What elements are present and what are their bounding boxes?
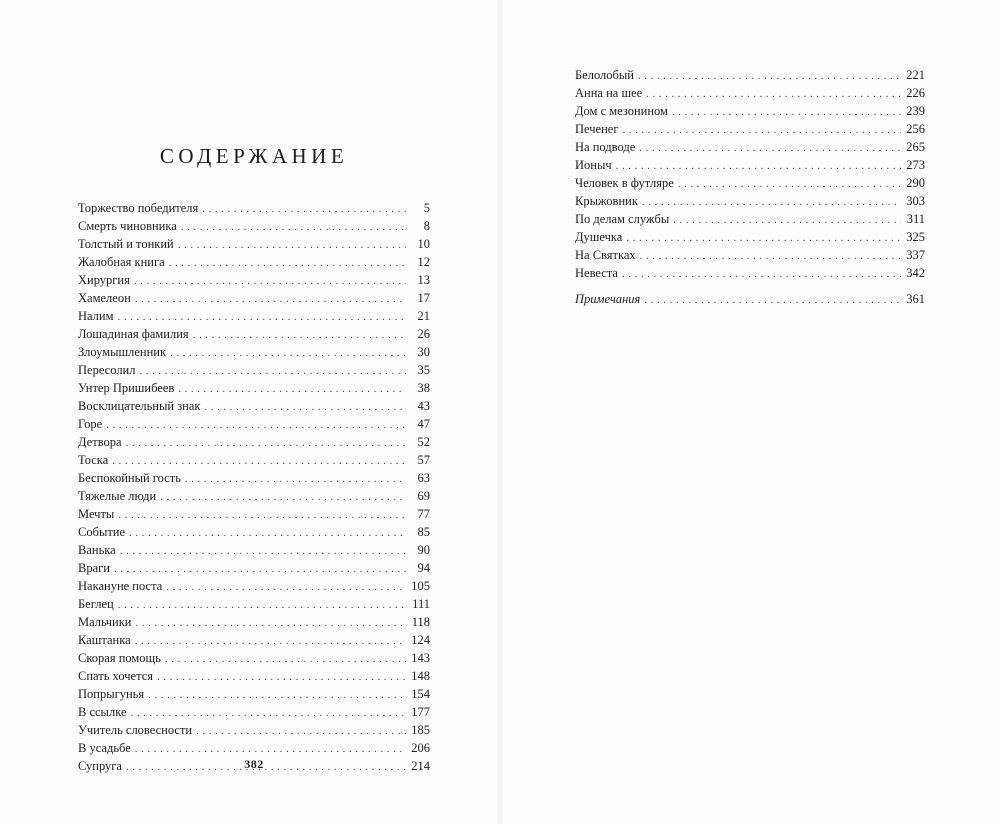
toc-entry-title: Горе	[78, 417, 103, 431]
toc-entry-page: 177	[411, 705, 430, 719]
toc-entry-page: 94	[417, 561, 430, 575]
toc-entry[interactable]	[575, 120, 925, 138]
toc-entry-title: Анна на шее	[575, 86, 643, 100]
toc-entry-page: 26	[417, 327, 430, 341]
toc-leader-dots	[638, 67, 901, 85]
toc-entry[interactable]	[78, 307, 430, 325]
toc-entry-title: Жалобная книга	[78, 255, 165, 269]
toc-heading: СОДЕРЖАНИЕ	[159, 144, 349, 168]
toc-entry-title: Хамелеон	[78, 291, 131, 305]
toc-entry-title: Супруга	[78, 759, 122, 773]
toc-entry-title: Крыжовник	[575, 194, 638, 208]
toc-entry-page: 47	[417, 417, 430, 431]
toc-entry-page: 17	[417, 291, 430, 305]
toc-entry-title: Враги	[78, 561, 110, 575]
toc-entry-title: Смерть чиновника	[78, 219, 177, 233]
toc-entry[interactable]	[78, 217, 430, 235]
toc-leader-dots	[112, 452, 406, 470]
toc-entry-page: 361	[906, 292, 925, 306]
toc-entry-notes[interactable]	[575, 290, 925, 308]
toc-entry-page: 290	[906, 176, 925, 190]
toc-entry-title: В ссылке	[78, 705, 127, 719]
toc-entry-page: 13	[417, 273, 430, 287]
toc-entry[interactable]	[78, 325, 430, 343]
toc-entry-title: Душечка	[575, 230, 623, 244]
toc-entry-title: Примечания	[575, 292, 641, 306]
toc-entry-title: Восклицательный знак	[78, 399, 201, 413]
toc-leader-dots	[169, 254, 406, 272]
toc-entry-page: 154	[411, 687, 430, 701]
toc-entry-page: 63	[417, 471, 430, 485]
toc-entry[interactable]	[78, 667, 430, 685]
toc-entry-page: 303	[906, 194, 925, 208]
page-number: 382	[244, 757, 264, 771]
toc-entry-page: 111	[412, 597, 430, 611]
toc-entry-page: 214	[411, 759, 430, 773]
toc-entry[interactable]	[78, 397, 430, 415]
toc-entry-title: Мальчики	[78, 615, 132, 629]
toc-entry-page: 148	[411, 669, 430, 683]
toc-entry-page: 12	[417, 255, 430, 269]
toc-leader-dots	[129, 524, 406, 542]
toc-entry[interactable]	[78, 379, 430, 397]
toc-entry-title: Толстый и тонкий	[78, 237, 174, 251]
toc-entry-title: Налим	[78, 309, 114, 323]
toc-entry-page: 52	[417, 435, 430, 449]
toc-entry-page: 10	[417, 237, 430, 251]
toc-entry[interactable]	[78, 451, 430, 469]
toc-entry[interactable]	[575, 66, 925, 84]
toc-leader-dots	[170, 344, 406, 362]
toc-entry[interactable]	[78, 685, 430, 703]
toc-entry[interactable]	[78, 505, 430, 523]
toc-entry[interactable]	[78, 487, 430, 505]
toc-entry-page: 342	[906, 266, 925, 280]
toc-entry-page: 206	[411, 741, 430, 755]
toc-leader-dots	[672, 103, 901, 121]
toc-entry-page: 57	[417, 453, 430, 467]
toc-entry-title: На Святках	[575, 248, 636, 262]
toc-notes-list	[575, 290, 925, 308]
toc-leader-dots	[126, 434, 406, 452]
toc-entry-page: 239	[906, 104, 925, 118]
toc-entry-title: Печенег	[575, 122, 619, 136]
toc-leader-dots	[622, 121, 901, 139]
toc-leader-dots	[642, 193, 901, 211]
left-page	[0, 0, 497, 824]
toc-leader-dots	[193, 326, 406, 344]
toc-entry[interactable]	[78, 523, 430, 541]
toc-entry[interactable]	[78, 703, 430, 721]
toc-leader-dots	[185, 470, 406, 488]
toc-entry-title: Беспокойный гость	[78, 471, 181, 485]
toc-leader-dots	[640, 247, 901, 265]
toc-entry-page: 69	[417, 489, 430, 503]
toc-leader-dots	[136, 614, 407, 632]
toc-entry[interactable]	[575, 84, 925, 102]
toc-entry-title: Тяжелые люди	[78, 489, 157, 503]
toc-entry-title: На подводе	[575, 140, 636, 154]
toc-entry-page: 85	[417, 525, 430, 539]
toc-entry[interactable]	[575, 264, 925, 282]
toc-entry-page: 43	[417, 399, 430, 413]
toc-leader-dots	[616, 157, 901, 175]
toc-entry[interactable]	[78, 649, 430, 667]
toc-entry-page: 30	[417, 345, 430, 359]
toc-entry-page: 124	[411, 633, 430, 647]
toc-entry[interactable]	[575, 156, 925, 174]
toc-leader-dots	[135, 290, 406, 308]
toc-entry-title: По делам службы	[575, 212, 670, 226]
toc-entry-title: Спать хочется	[78, 669, 153, 683]
toc-entry-page: 256	[906, 122, 925, 136]
toc-entry-page: 35	[417, 363, 430, 377]
toc-entry-title: Попрыгунья	[78, 687, 145, 701]
toc-entry-title: Ионыч	[575, 158, 612, 172]
toc-leader-dots	[202, 200, 406, 218]
toc-leader-dots	[106, 416, 406, 434]
toc-entry-title: Учитель словесности	[78, 723, 193, 737]
toc-leader-dots	[196, 722, 406, 740]
toc-entry-page: 8	[423, 219, 430, 233]
toc-entry-title: Невеста	[575, 266, 618, 280]
toc-entry[interactable]	[575, 210, 925, 228]
toc-entry[interactable]	[78, 721, 430, 739]
toc-leader-dots	[626, 229, 901, 247]
toc-leader-dots	[157, 668, 406, 686]
toc-leader-dots	[639, 139, 901, 157]
toc-entry-title: Лошадиная фамилия	[78, 327, 189, 341]
toc-entry-page: 90	[417, 543, 430, 557]
toc-leader-dots	[131, 704, 406, 722]
toc-entry-title: Скорая помощь	[78, 651, 161, 665]
toc-leader-dots	[166, 578, 406, 596]
toc-leader-dots	[139, 362, 406, 380]
toc-leader-dots	[644, 291, 901, 309]
toc-leader-dots	[622, 265, 901, 283]
toc-leader-dots	[135, 632, 406, 650]
toc-entry-title: Беглец	[78, 597, 114, 611]
toc-entry[interactable]	[575, 192, 925, 210]
toc-entry-page: 38	[417, 381, 430, 395]
toc-entry[interactable]	[78, 631, 430, 649]
toc-entry-title: Человек в футляре	[575, 176, 674, 190]
toc-leader-dots	[178, 380, 406, 398]
toc-entry[interactable]	[78, 271, 430, 289]
toc-entry[interactable]	[78, 739, 430, 757]
toc-entry-title: Унтер Пришибеев	[78, 381, 175, 395]
toc-entry[interactable]	[78, 595, 430, 613]
toc-leader-dots	[165, 650, 406, 668]
toc-entry-page: 77	[417, 507, 430, 521]
toc-entry-page: 311	[906, 212, 925, 226]
toc-entry[interactable]	[575, 246, 925, 264]
toc-entry-title: Белолобый	[575, 68, 634, 82]
toc-entry-title: В усадьбе	[78, 741, 131, 755]
toc-entry-title: Пересолил	[78, 363, 136, 377]
toc-leader-dots	[134, 272, 406, 290]
toc-leader-dots	[181, 218, 406, 236]
toc-entry-page: 5	[423, 201, 430, 215]
toc-leader-dots	[673, 211, 901, 229]
toc-entry-title: Злоумышленник	[78, 345, 167, 359]
toc-entry[interactable]	[78, 613, 430, 631]
toc-entry[interactable]	[575, 174, 925, 192]
toc-leader-dots	[178, 236, 406, 254]
toc-leader-dots	[135, 740, 406, 758]
toc-entry-page: 105	[411, 579, 430, 593]
toc-entry-page: 226	[906, 86, 925, 100]
toc-leader-dots	[678, 175, 901, 193]
toc-leader-dots	[646, 85, 901, 103]
toc-entry-page: 21	[417, 309, 430, 323]
toc-entry-page: 325	[906, 230, 925, 244]
toc-list-right	[575, 66, 925, 282]
toc-entry[interactable]	[78, 559, 430, 577]
toc-leader-dots	[148, 686, 406, 704]
toc-leader-dots	[204, 398, 406, 416]
right-page	[503, 0, 1000, 824]
toc-entry-page: 143	[411, 651, 430, 665]
toc-entry[interactable]	[78, 469, 430, 487]
toc-entry-title: Мечты	[78, 507, 115, 521]
toc-entry[interactable]	[78, 577, 430, 595]
toc-entry-page: 118	[411, 615, 430, 629]
toc-entry-page: 221	[906, 68, 925, 82]
toc-leader-dots	[118, 596, 406, 614]
toc-entry-title: Детвора	[78, 435, 122, 449]
toc-entry-title: Дом с мезонином	[575, 104, 668, 118]
toc-entry-title: Каштанка	[78, 633, 131, 647]
toc-entry[interactable]	[78, 289, 430, 307]
toc-entry-title: Накануне поста	[78, 579, 163, 593]
toc-entry[interactable]	[78, 199, 430, 217]
toc-entry[interactable]	[78, 343, 430, 361]
toc-entry-title: Ванька	[78, 543, 116, 557]
toc-entry-page: 185	[411, 723, 430, 737]
toc-leader-dots	[120, 542, 406, 560]
toc-entry-title: Хирургия	[78, 273, 130, 287]
toc-entry-page: 265	[906, 140, 925, 154]
toc-entry[interactable]	[78, 235, 430, 253]
toc-entry-title: Событие	[78, 525, 126, 539]
toc-entry[interactable]	[78, 541, 430, 559]
toc-list-left	[78, 199, 430, 775]
toc-leader-dots	[118, 506, 406, 524]
toc-entry[interactable]	[575, 228, 925, 246]
toc-entry[interactable]	[78, 415, 430, 433]
toc-entry[interactable]	[78, 433, 430, 451]
toc-entry[interactable]	[575, 138, 925, 156]
toc-entry-title: Тоска	[78, 453, 109, 467]
toc-entry[interactable]	[78, 253, 430, 271]
toc-entry[interactable]	[78, 361, 430, 379]
toc-entry[interactable]	[575, 102, 925, 120]
toc-leader-dots	[160, 488, 406, 506]
toc-leader-dots	[118, 308, 406, 326]
toc-entry-page: 337	[906, 248, 925, 262]
toc-leader-dots	[114, 560, 406, 578]
toc-entry-page: 273	[906, 158, 925, 172]
toc-entry-title: Торжество победителя	[78, 201, 199, 215]
